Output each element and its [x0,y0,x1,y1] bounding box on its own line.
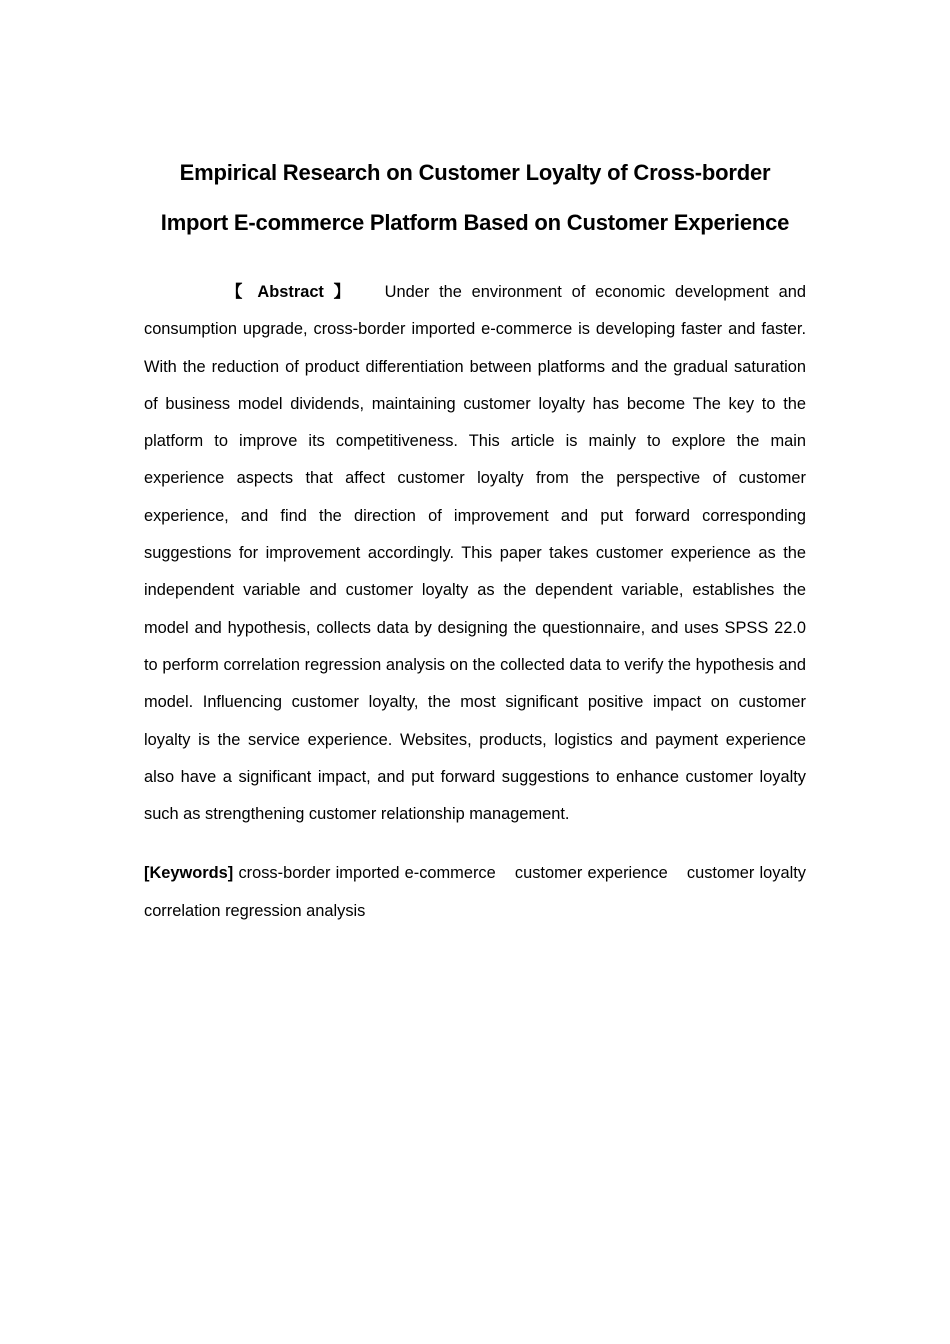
keyword-item: cross-border imported e-commerce [238,864,496,883]
keyword-item: customer loyalty correlation regression analysis [144,864,806,920]
document-page [144,148,806,930]
title-line-2: Import E-commerce Platform Based on Customer Experience [160,210,790,235]
abstract-paragraph [144,274,806,833]
abstract-text: Under the environment of economic development and consumption upgrade, cross-border imported e-commerce is developing faster and faster. With the reduction of product differentiation between platforms and the gradual saturation of business model dividends, maintaining customer loyalty has become The key to the platform to improve its competitiveness. This article is mainly to explore the main experience aspects that affect customer loyalty from the perspective of customer experience, and find the direction of improvement and put forward corresponding suggestions for improvement accordingly. This paper takes customer experience as the independent variable and customer loyalty as the dependent variable, establishes the model and hypothesis, collects data by designing the questionnaire, and uses SPSS 22.0 to perform correlation regression analysis on the collected data to verify the hypothesis and model. Influencing customer loyalty, the most significant positive impact on customer loyalty is the service experience. Websites, products, logistics and payment experience also have a significant impact, and put forward suggestions to enhance customer loyalty such as strengthening customer relationship management. [144,283,806,824]
keyword-item: customer experience [514,864,668,883]
document-title [144,148,806,248]
title-line-1: Empirical Research on Customer Loyalty of Cross-border [179,160,771,185]
abstract-label: 【 Abstract 】 [226,283,356,301]
keywords-label: [Keywords] [144,864,234,883]
keywords-paragraph [144,855,806,930]
